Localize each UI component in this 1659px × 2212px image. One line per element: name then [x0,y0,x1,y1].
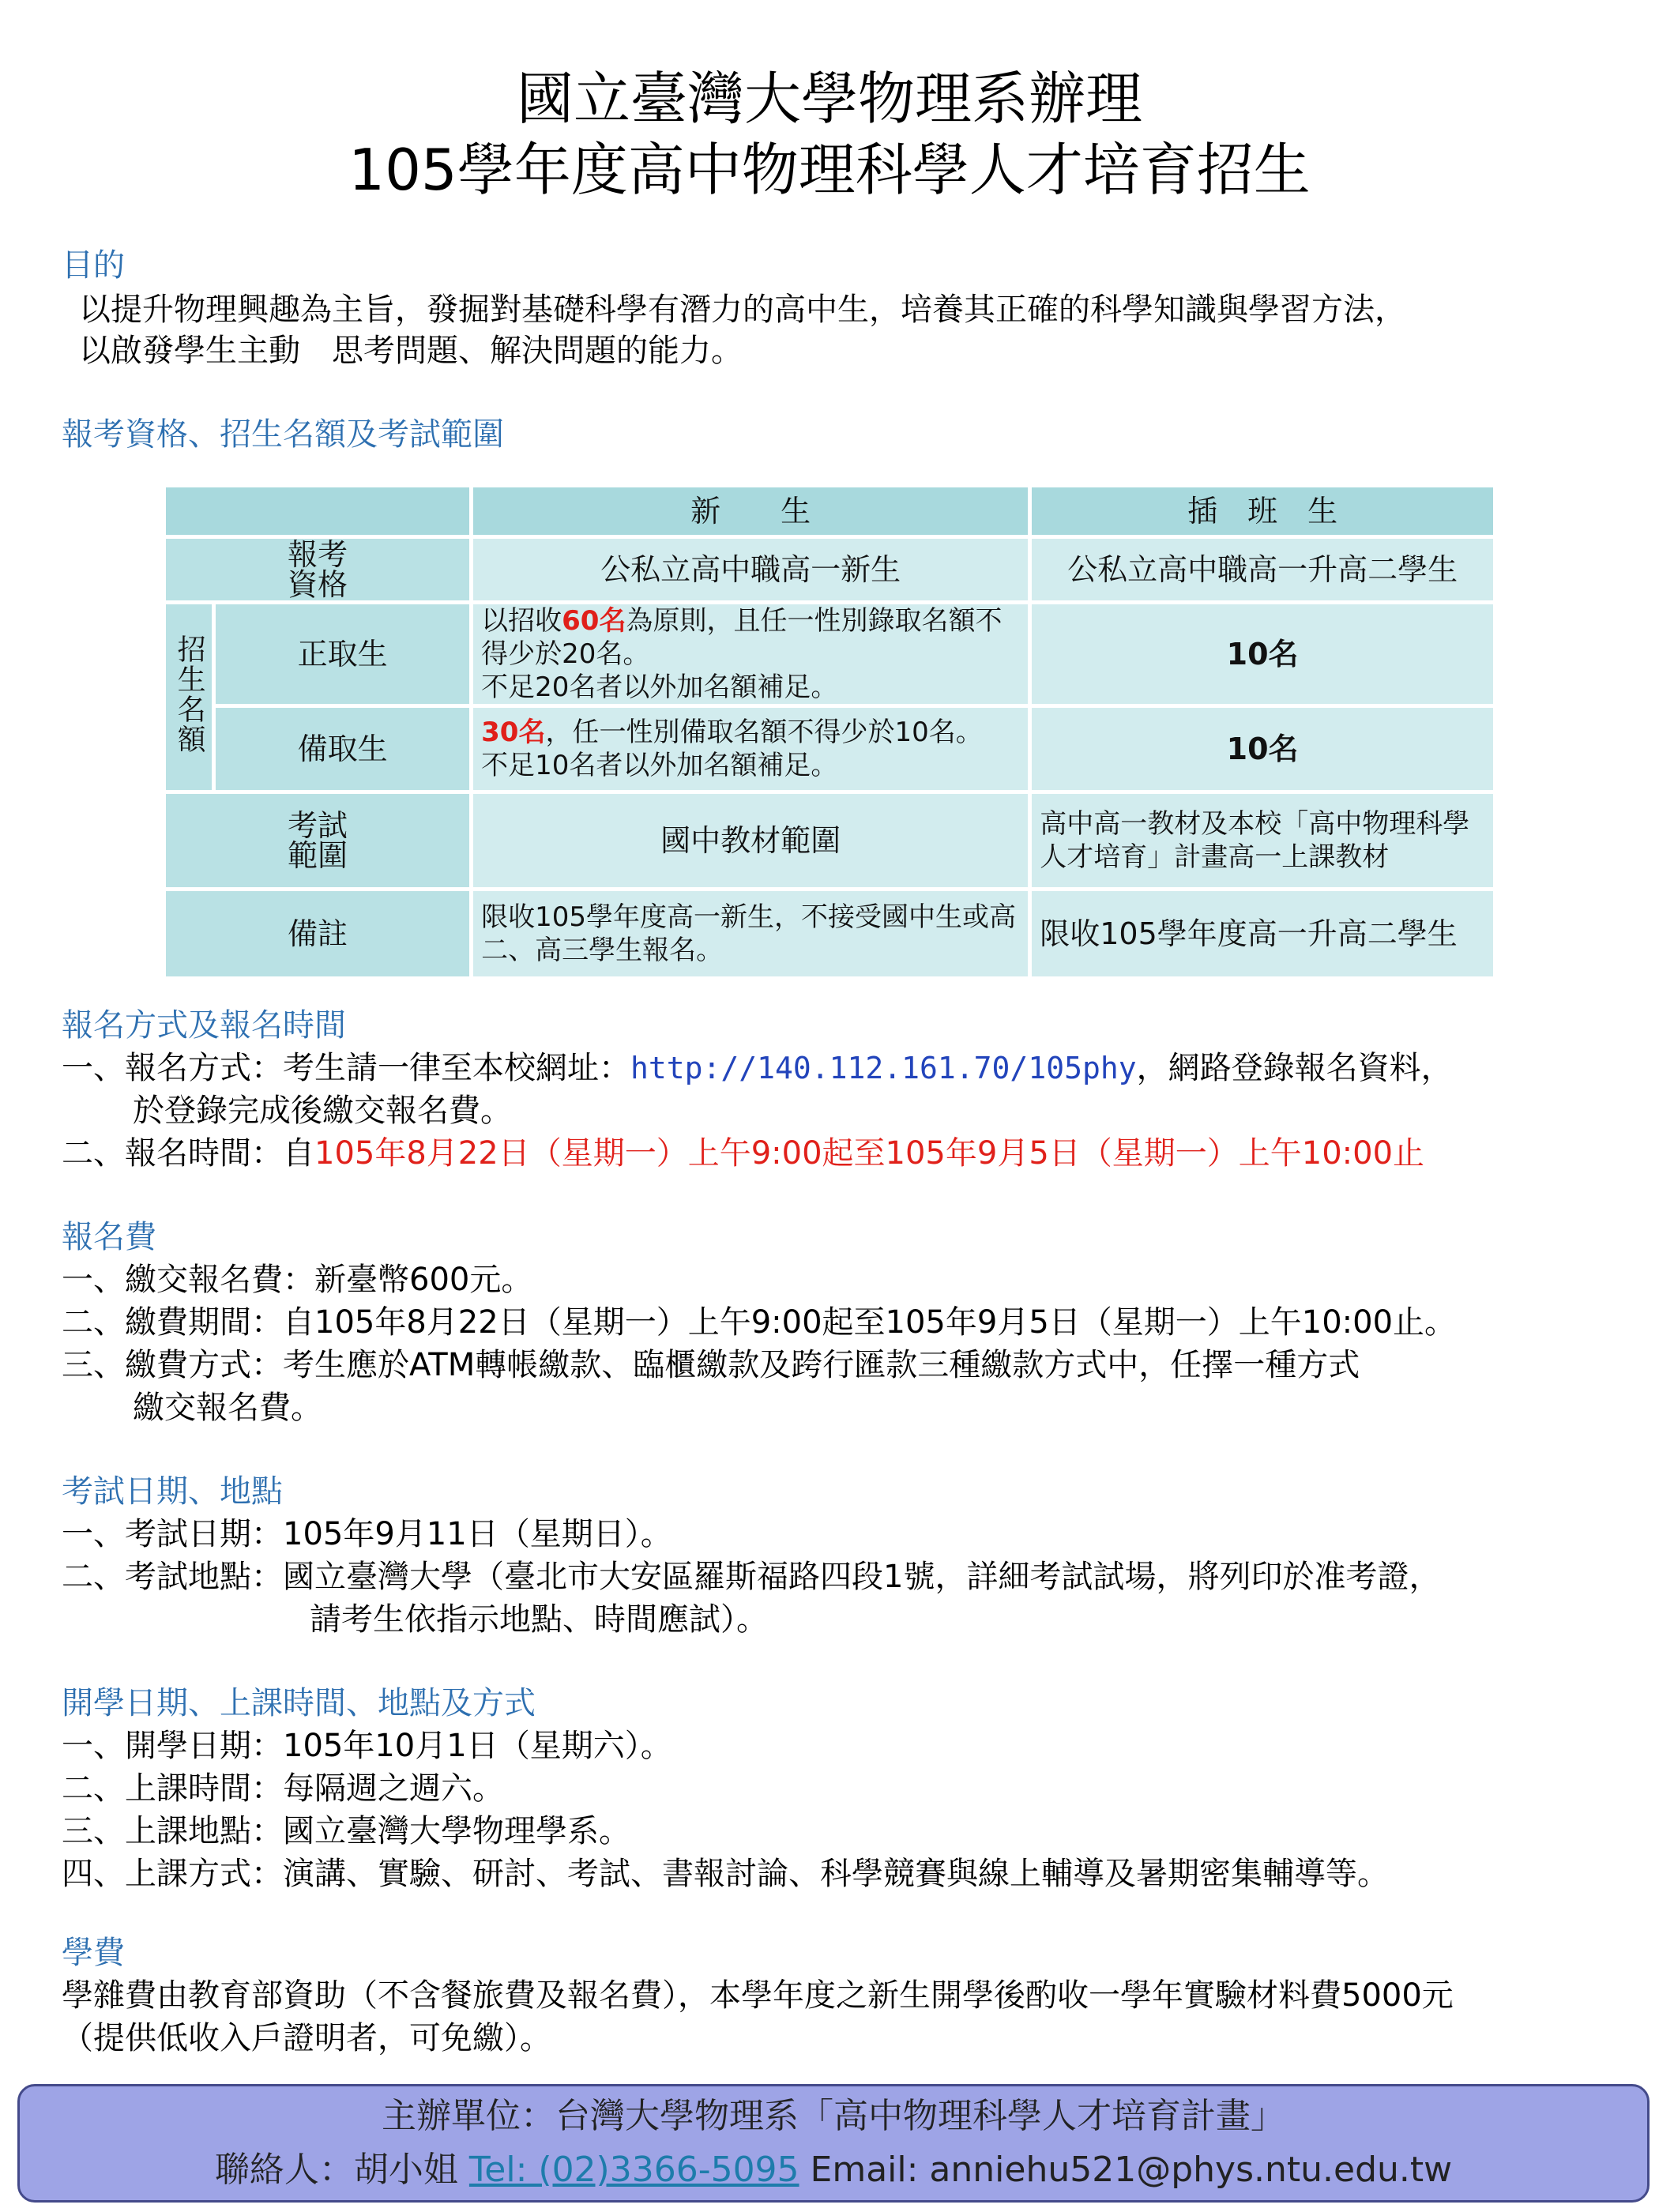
waitlist-new-cell [473,708,1028,790]
fee-item2: 二、繳費期間：自105年8月22日（星期一）上午9:00起至105年9月5日（星期一）上午10:00止。 [62,1304,1457,1341]
header-empty-cell [166,487,469,535]
row-label-waitlist: 備取生 [216,708,469,790]
row-label-qualification [166,539,469,600]
tuition-line2: （提供低收入戶證明者，可免繳）。 [62,2020,551,2056]
classes-item3: 三、上課地點：國立臺灣大學物理學系。 [62,1813,630,1849]
regular-new-cell [473,604,1028,704]
classes-item1: 一、開學日期：105年10月1日（星期六）。 [62,1728,672,1764]
tuition-line1: 學雜費由教育部資助（不含餐旅費及報名費），本學年度之新生開學後酌收一學年實驗材料費5000元 [62,1977,1454,2014]
registration-url-link[interactable]: http://140.112.161.70/105phy [630,1051,1137,1085]
table-row-scope [166,794,1493,887]
quota-table [162,483,1497,980]
classes-item4: 四、上課方式：演講、實驗、研討、考試、書報討論、科學競賽與線上輔導及暑期密集輔導等。 [62,1856,1389,1892]
row-label-scope [166,794,469,887]
header-new-students: 新 生 [473,487,1028,535]
classes-heading: 開學日期、上課時間、地點及方式 [62,1685,536,1721]
table-row-note [166,891,1493,976]
registration-item2 [62,1133,1424,1174]
footer-organizer: 主辦單位：台灣大學物理系「高中物理科學人才培育計畫」 [382,2096,1285,2136]
fee-item1: 一、繳交報名費：新臺幣600元。 [62,1262,533,1298]
footer-contact-box [17,2084,1650,2203]
table-header-row [166,487,1493,535]
qualification-new: 公私立高中職高一新生 [473,539,1028,600]
footer-contact-label: 聯絡人：胡小姐 [214,2150,458,2190]
exam-item2-line2: 請考生依指示地點、時間應試）。 [310,1601,768,1638]
exam-item2: 二、考試地點：國立臺灣大學（臺北市大安區羅斯福路四段1號，詳細考試試場，將列印於准考證， [62,1559,1441,1595]
qualification-label: 報考資格 [288,537,348,602]
purpose-heading: 目的 [62,247,125,284]
fee-item3: 三、繳費方式：考生應於ATM轉帳繳款、臨櫃繳款及跨行匯款三種繳款方式中，任擇一種方式 [62,1347,1360,1383]
fee-heading: 報名費 [62,1219,156,1255]
registration-item1-pre: 一、報名方式：考生請一律至本校網址： [62,1050,630,1086]
footer-contact-line [20,2148,1647,2192]
note-new: 限收105學年度高一新生，不接受國中生或高二、高三學生報名。 [473,891,1028,976]
fee-item3-line2: 繳交報名費。 [133,1390,322,1426]
waitlist-transfer-count: 10名 [1032,708,1493,790]
registration-period: 105年8月22日（星期一）上午9:00起至105年9月5日（星期一）上午10:00止 [314,1135,1425,1172]
regular-new-count: 60名 [562,605,626,637]
registration-item2-pre: 二、報名時間：自 [62,1135,314,1172]
row-label-note: 備註 [166,891,469,976]
page-title-line2: 105學年度高中物理科學人才培育招生 [348,137,1311,203]
purpose-line2: 以啟發學生主動 思考問題、解決問題的能力。 [79,333,743,369]
tuition-heading: 學費 [62,1935,125,1971]
note-transfer: 限收105學年度高一升高二學生 [1032,891,1493,976]
regular-new-line2: 不足20名者以外加名額補足。 [481,672,838,703]
footer-tel-link[interactable]: Tel: (02)3366-5095 [468,2150,799,2190]
row-group-quota [166,604,212,790]
regular-new-post: 為原則，且任一性別錄取名額不得少於20名。 [481,605,1003,670]
header-transfer-students: 插 班 生 [1032,487,1493,535]
registration-item1 [62,1048,1453,1089]
row-label-regular: 正取生 [216,604,469,704]
registration-heading: 報名方式及報名時間 [62,1007,346,1044]
classes-item2: 二、上課時間：每隔週之週六。 [62,1770,504,1807]
purpose-line1: 以提升物理興趣為主旨，發掘對基礎科學有潛力的高中生，培養其正確的科學知識與學習方法， [79,292,1406,328]
quota-group-label: 招生名額 [173,634,206,754]
scope-label: 考試範圍 [288,808,348,873]
waitlist-new-post: ，任一性別備取名額不得少於10名。 [545,717,983,748]
scope-new: 國中教材範圍 [473,794,1028,887]
page-title-line1: 國立臺灣大學物理系辦理 [516,66,1142,132]
footer-email[interactable]: Email: anniehu521@phys.ntu.edu.tw [810,2150,1453,2190]
quota-heading: 報考資格、招生名額及考試範圍 [62,416,504,453]
qualification-transfer: 公私立高中職高一升高二學生 [1032,539,1493,600]
regular-new-pre: 以招收 [481,605,562,637]
exam-item1: 一、考試日期：105年9月11日（星期日）。 [62,1516,672,1552]
exam-heading: 考試日期、地點 [62,1473,283,1510]
table-row-regular [166,604,1493,704]
scope-transfer: 高中高一教材及本校「高中物理科學人才培育」計畫高一上課教材 [1032,794,1493,887]
table-row-waitlist [166,708,1493,790]
table-row-qualification [166,539,1493,600]
waitlist-new-line2: 不足10名者以外加名額補足。 [481,750,838,781]
regular-transfer-count: 10名 [1032,604,1493,704]
registration-item1-post: ，網路登錄報名資料， [1136,1050,1453,1086]
registration-item1-line2: 於登錄完成後繳交報名費。 [133,1093,512,1129]
waitlist-new-count: 30名 [481,717,546,748]
